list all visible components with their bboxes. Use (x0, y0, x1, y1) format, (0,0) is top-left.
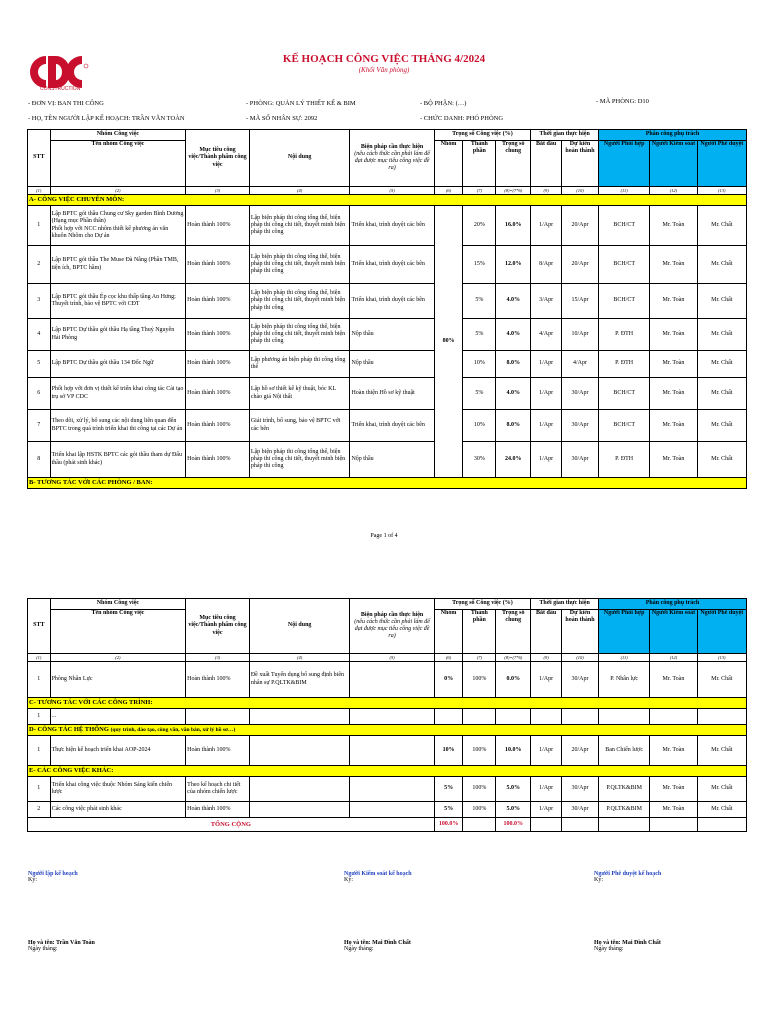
header-phan-cong: Phân công phụ trách (598, 130, 746, 141)
signature-block-controller (344, 871, 412, 883)
work-plan-table-continued (27, 598, 747, 832)
page-title: KẾ HOẠCH CÔNG VIỆC THÁNG 4/2024 (282, 53, 486, 65)
table-row: 2 Các công việc phát sinh khác Hoàn thành 100% 5% 100% 5.0% 1/Apr 30/Apr P.QLTK&BIM Mr. Toàn Mr. Chất (28, 802, 747, 818)
header-nhom: Nhóm (434, 141, 463, 187)
header-muc-tieu: Mục tiêu công việc/Thành phẩm công việc (186, 599, 250, 654)
section-e-title: E- CÁC CÔNG VIỆC KHÁC: (28, 766, 747, 777)
header-thanh-phan: Thành phần (463, 141, 496, 187)
ma-phong: - MÃ PHÒNG: D10 (596, 98, 649, 105)
work-plan-table (27, 129, 747, 489)
page-number: Page 1 of 4 (370, 533, 398, 539)
header-ten-nhom: Tên nhóm Công việc (50, 141, 186, 187)
header-nhom-cv: Nhóm Công việc (50, 599, 186, 610)
header-phe-duyet: Người Phê duyệt (697, 610, 746, 654)
table-row: 1 Lập BPTC gói thầu Chung cư Sky garden Bình Dương (Hạng mục Phần thân) Phối hợp với NCC nhôm thiết kế phương án văn khuôn Nhôm cho Dự án Hoàn thành 100% Lập biện pháp thi công tổng thể, biện pháp thi công chi tiết, thuyết minh biện pháp thi công Triển khai, trình duyệt các bên 80% 20% 16.0% 1/Apr 20/Apr BCH/CT Mr. Toàn Mr. Chất (28, 206, 747, 246)
table-row: 8 Triển khai lập HSTK BPTC các gói thầu tham dự Đấu thầu (phát sinh khác) Hoàn thành 100% Lập biện pháp thi công tổng thể, biện pháp thi công chi tiết, thuyết minh biện pháp thi công Nộp thầu 30% 24.0% 1/Apr 30/Apr P. ĐTH Mr. Toàn Mr. Chất (28, 442, 747, 478)
table-row: 3 Lập BPTC gói thầu Ép cọc khu thấp tầng An Hưng; Thuyết trình, bảo vệ BPTC với CĐT Hoàn thành 100% Lập biện pháp thi công tổng thể, biện pháp thi công chi tiết, thuyết minh biện pháp thi công Triển khai, trình duyệt các bên 5% 4.0% 3/Apr 15/Apr BCH/CT Mr. Toàn Mr. Chất (28, 284, 747, 319)
header-nhom-cv: Nhóm Công việc (50, 130, 186, 141)
column-number-row: (1) (2) (3) (4) (5) (6) (7) (8)=(7*6) (9) (10) (11) (12) (13) (28, 187, 747, 195)
header-stt: STT (28, 599, 51, 654)
header-phe-duyet: Người Phê duyệt (697, 141, 746, 187)
table-row: 1 ... (28, 709, 747, 725)
header-phan-cong: Phân công phụ trách (598, 599, 746, 610)
header-phoi-hop: Người Phối hợp (598, 610, 649, 654)
header-noi-dung: Nội dung (249, 130, 350, 187)
header-bien-phap: Biện pháp cần thực hiện (nêu cách thức cần phải làm để đạt được mục tiêu công việc đề ra) (350, 599, 434, 654)
signature-block-approver (594, 871, 661, 883)
signature-role: Người Kiểm soát kế hoạch (344, 871, 412, 877)
table-row: 7 Theo dõi, xử lý, bổ sung các nội dung liên quan đến BPTC trong quá trình triển khai thi công tại các Dự án Hoàn thành 100% Giải trình, bổ sung, bảo vệ BPTC với các bên Triển khai, trình duyệt các bên 10% 8.0% 1/Apr 30/Apr BCH/CT Mr. Toàn Mr. Chất (28, 410, 747, 442)
header-kiem-soat: Người Kiểm soát (650, 610, 697, 654)
signature-role: Người Phê duyệt kế hoạch (594, 871, 662, 877)
ma-nhan-su: - MÃ SỐ NHÂN SỰ: 2092 (246, 115, 318, 122)
section-d-title: D- CÔNG TÁC HỆ THỐNG (quy trình, đào tạo, công văn, văn bản, xử lý hồ sơ…) (28, 725, 747, 736)
signer-date: Ngày tháng: (594, 946, 624, 952)
signature-label: Ký: (344, 877, 353, 883)
total-row (28, 818, 747, 832)
page-subtitle: (Khối Văn phòng) (358, 66, 410, 74)
section-b-title: B- TƯƠNG TÁC VỚI CÁC PHÒNG / BAN: (28, 478, 747, 489)
header-thanh-phan: Thành phần (463, 610, 496, 654)
header-trong-so: Trọng số Công việc (%) (434, 130, 531, 141)
column-number-row: (1) (2) (3) (4) (5) (6) (7) (8)=(7*6) (9) (10) (11) (12) (13) (28, 654, 747, 662)
header-bien-phap: Biện pháp cần thực hiện (nêu cách thức cần phải làm để đạt được mục tiêu công việc đề ra) (350, 130, 434, 187)
table-row: 4 Lập BPTC Dự thầu gói thầu Hạ tầng Thuỷ Nguyên Hải Phòng Hoàn thành 100% Lập biện pháp thi công tổng thể, biện pháp thi công chi tiết, thuyết minh biện pháp thi công Nộp thầu 5% 4.0% 4/Apr 10/Apr P. ĐTH Mr. Toàn Mr. Chất (28, 319, 747, 351)
total-trong-so: 100.0% (496, 818, 531, 832)
header-bien-phap-note: (nêu cách thức cần phải làm để đạt được mục tiêu công việc đề ra) (354, 618, 430, 640)
table-row: 1 Thực hiện kế hoạch triển khai AOP-2024 Hoàn thành 100% 10% 100% 10.0% 1/Apr 20/Apr Ban Chiến lược Mr. Toàn Mr. Chất (28, 736, 747, 766)
don-vi: - ĐƠN VỊ: BAN THI CÔNG (28, 100, 104, 107)
signature-label: Ký: (28, 877, 37, 883)
group-weight-a: 80% (434, 206, 463, 478)
signer-date: Ngày tháng: (344, 946, 374, 952)
header-stt: STT (28, 130, 51, 187)
logo-subtext: CONSTRUCTION (40, 86, 81, 92)
nguoi-lap: - HỌ, TÊN NGƯỜI LẬP KẾ HOẠCH: TRẦN VĂN TOÀN (28, 115, 185, 122)
signature-label: Ký: (594, 877, 603, 883)
signer-name: Họ và tên: Mai Đình Chất (344, 940, 411, 946)
header-bat-dau: Bắt đầu (531, 141, 562, 187)
table-row: 1 Phòng Nhân Lực Hoàn thành 100% Đề xuất Tuyển dụng bổ sung định biên nhân sự P.QLTK&BIM 0% 100% 0.0% 1/Apr 30/Apr P. Nhân lực Mr. Toàn Mr. Chất (28, 662, 747, 698)
signer-info-controller (344, 940, 411, 952)
signer-name: Họ và tên: Mai Đình Chất (594, 940, 661, 946)
header-bat-dau: Bắt đầu (531, 610, 562, 654)
table-row: 6 Phối hợp với đơn vị thiết kế triển khai công tác Cải tạo trụ sở VP CDC Hoàn thành 100% Lập hồ sơ thiết kế kỹ thuật, bóc KL chào giá Nội thất Hoàn thiện Hồ sơ kỹ thuật 5% 4.0% 1/Apr 30/Apr BCH/CT Mr. Toàn Mr. Chất (28, 378, 747, 410)
bo-phan: - BỘ PHẬN: (…) (420, 100, 467, 107)
header-trong-so: Trọng số Công việc (%) (434, 599, 531, 610)
phong: - PHÒNG: QUẢN LÝ THIẾT KẾ & BIM (246, 100, 356, 107)
header-thoi-gian: Thời gian thực hiện (531, 130, 599, 141)
header-bien-phap-note: (nêu cách thức cần phải làm để đạt được mục tiêu công việc đề ra) (354, 150, 430, 172)
signature-block-preparer (28, 871, 78, 883)
header-nhom: Nhóm (434, 610, 463, 654)
header-du-kien: Dự kiến hoàn thành (562, 610, 599, 654)
header-kiem-soat: Người Kiểm soát (650, 141, 697, 187)
header-ten-nhom: Tên nhóm Công việc (50, 610, 186, 654)
total-nhom: 100.0% (434, 818, 463, 832)
signer-name: Họ và tên: Trần Văn Toàn (28, 940, 95, 946)
section-c-title: C- TƯƠNG TÁC VỚI CÁC CÔNG TRÌNH: (28, 698, 747, 709)
table-row: 5 Lập BPTC Dự thầu gói thầu 134 Đốc Ngữ Hoàn thành 100% Lập phương án biện pháp thi công tổng thể Nộp thầu 10% 8.0% 1/Apr 4/Apr P. ĐTH Mr. Toàn Mr. Chất (28, 351, 747, 378)
signer-info-preparer (28, 940, 95, 952)
header-trong-so-chung: Trọng số chung (496, 610, 531, 654)
header-trong-so-chung: Trọng số chung (496, 141, 531, 187)
signature-role: Người lập kế hoạch (28, 871, 78, 877)
header-phoi-hop: Người Phối hợp (598, 141, 649, 187)
section-a-title: A- CÔNG VIỆC CHUYÊN MÔN: (28, 195, 747, 206)
header-thoi-gian: Thời gian thực hiện (531, 599, 599, 610)
signer-date: Ngày tháng: (28, 946, 58, 952)
signer-info-approver (594, 940, 661, 952)
header-du-kien: Dự kiến hoàn thành (562, 141, 599, 187)
header-muc-tieu: Mục tiêu công việc/Thành phẩm công việc (186, 130, 250, 187)
table-row: 2 Lập BPTC gói thầu The Muse Đà Nẵng (Phần TMB, tiện ích, BPTC hầm) Hoàn thành 100% Lập biện pháp thi công tổng thể, biện pháp thi công chi tiết, thuyết minh biện pháp thi công Triển khai, trình duyệt các bên 15% 12.0% 8/Apr 20/Apr BCH/CT Mr. Toàn Mr. Chất (28, 246, 747, 284)
total-label: TỔNG CỘNG (28, 818, 435, 832)
chuc-danh: - CHỨC DANH: PHÓ PHÒNG (420, 115, 504, 122)
table-row: 1 Triển khai công việc thuộc Nhóm Sáng kiến chiến lược Theo kế hoạch chi tiết của nhóm chiến lược 5% 100% 5.0% 1/Apr 30/Apr P.QLTK&BIM Mr. Toàn Mr. Chất (28, 777, 747, 802)
header-noi-dung: Nội dung (249, 599, 350, 654)
